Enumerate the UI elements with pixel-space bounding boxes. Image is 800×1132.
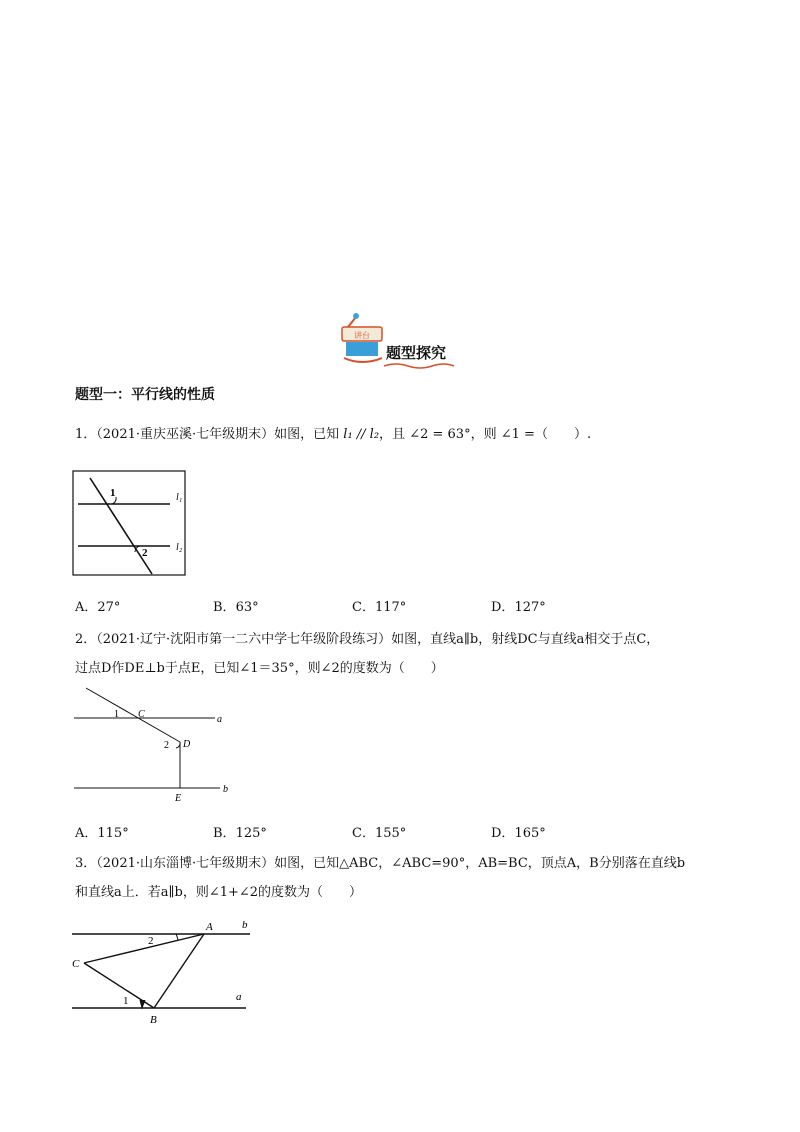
q1-tail: （ ）. [534,427,592,442]
question-3-line1: 3．（2021·山东淄博·七年级期末）如图，已知△ABC，∠ABC=90°，AB=BC，顶点A，B分别落在直线b [75,856,686,871]
question-2-line2: 过点D作DE⊥b于点E，已知∠1＝35°，则∠2的度数为（ ） [75,661,444,676]
option-letter: B． [213,826,236,841]
q3-fig-line-a: a [236,991,242,1003]
q1-number: 1． [75,427,97,442]
question-2-line1: 2．（2021·辽宁·沈阳市第一二六中学七年级阶段练习）如图，直线a∥b，射线DC与直线a相交于点C， [75,632,660,647]
q1-given-parallel: l₁ // l₂ [343,427,380,442]
question-1-stem [75,423,591,442]
option-letter: C． [352,826,375,841]
q1-figure [72,470,202,580]
q2-fig-angle2: 2 [164,740,169,751]
q2-option-d[interactable] [491,822,546,841]
q2-fig-point-d: D [183,739,191,750]
q3-figure [68,910,258,1028]
option-letter: A． [75,826,98,841]
option-value: 117° [374,600,407,615]
q3-fig-point-b: B [150,1014,157,1026]
q1-fig-line2: l₂ [176,542,183,553]
q1-fig-label-1: 1 [110,487,116,499]
q3-fig-line-b: b [242,919,248,931]
q1-mid2: ，则 [470,427,497,442]
option-value: 115° [97,826,129,841]
banner-title: 题型探究 [386,344,447,362]
q2-fig-point-c: C [138,709,145,720]
option-letter: B． [213,600,236,615]
q1-fig-label-2: 2 [142,547,148,559]
q2-option-c[interactable] [352,822,406,841]
option-value: 63° [235,600,259,615]
option-value: 127° [514,600,546,615]
question-3-line2: 和直线a上．若a∥b，则∠1+∠2的度数为（ ） [75,885,363,900]
section-title: 题型一：平行线的性质 [75,387,215,403]
q1-ask: ∠1 = [500,427,535,442]
q1-option-a[interactable] [75,596,120,615]
option-value: 125° [235,826,267,841]
q1-option-d[interactable] [491,596,546,615]
q2-figure [70,684,245,809]
option-letter: A． [75,600,98,615]
option-letter: C． [352,600,375,615]
option-letter: D． [491,826,515,841]
option-value: 165° [514,826,546,841]
q2-option-b[interactable] [213,822,267,841]
q1-source: （2021·重庆巫溪·七年级期末）如图，已知 [96,427,340,442]
q2-fig-line-a: a [217,714,222,725]
section-banner [336,312,466,370]
q3-fig-point-c: C [72,958,80,970]
option-letter: D． [491,600,515,615]
q1-fig-line1: l₁ [176,492,183,503]
q3-fig-angle2: 2 [148,935,154,947]
q1-option-c[interactable] [352,596,406,615]
q1-mid: ，且 [379,427,406,442]
q2-fig-point-e: E [175,793,182,804]
q3-fig-point-a: A [206,921,213,933]
q2-fig-angle1: 1 [114,709,119,720]
q1-option-b[interactable] [213,596,259,615]
banner-badge-text: 讲台 [354,331,370,340]
option-value: 155° [374,826,407,841]
q2-option-a[interactable] [75,822,129,841]
option-value: 27° [97,600,121,615]
q3-fig-angle1: 1 [123,995,129,1007]
q2-fig-line-b: b [223,784,228,795]
q1-given-angle: ∠2 = 63° [409,427,471,442]
